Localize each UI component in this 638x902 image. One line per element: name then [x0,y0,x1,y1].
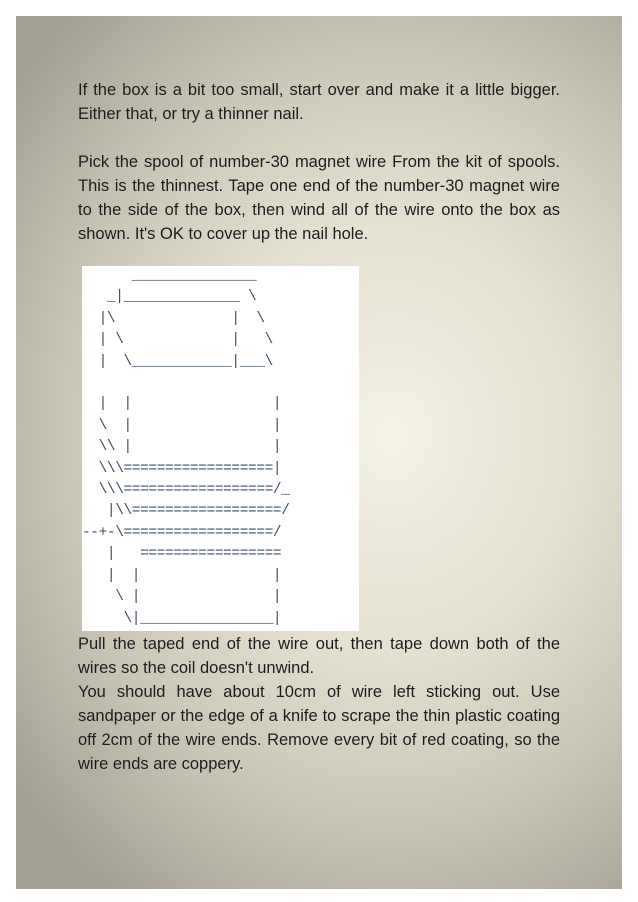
ascii-art-text: _______________ _|______________ \ |\ | \ | \ | \ | \____________|___\ | | | \ | | \\ | | \\\==================| \\\==================/_ |\\==================/ --+-\==================/ | ================= | | | \ | | \|________________| [82,268,290,627]
paragraph-box-size: If the box is a bit too small, start over and make it a little bigger. Either that, or try a thinner nail. [78,81,560,123]
coil-ascii-figure [82,266,359,631]
paragraph-scrape-coating: You should have about 10cm of wire left sticking out. Use sandpaper or the edge of a knife to scrape the thin plastic coating off 2cm of the wire ends. Remove every bit of red coating, so the wire ends are coppery. [78,683,560,773]
paragraph-magnet-wire: Pick the spool of number-30 magnet wire From the kit of spools. This is the thinnest. Tape one end of the number-30 magnet wire to the side of the box, then wind all of the wire onto the box as shown. It's OK to cover up the nail hole. [78,153,560,243]
paragraph-tape-wires: Pull the taped end of the wire out, then tape down both of the wires so the coil doesn't unwind. [78,635,560,677]
document-page [16,16,622,889]
